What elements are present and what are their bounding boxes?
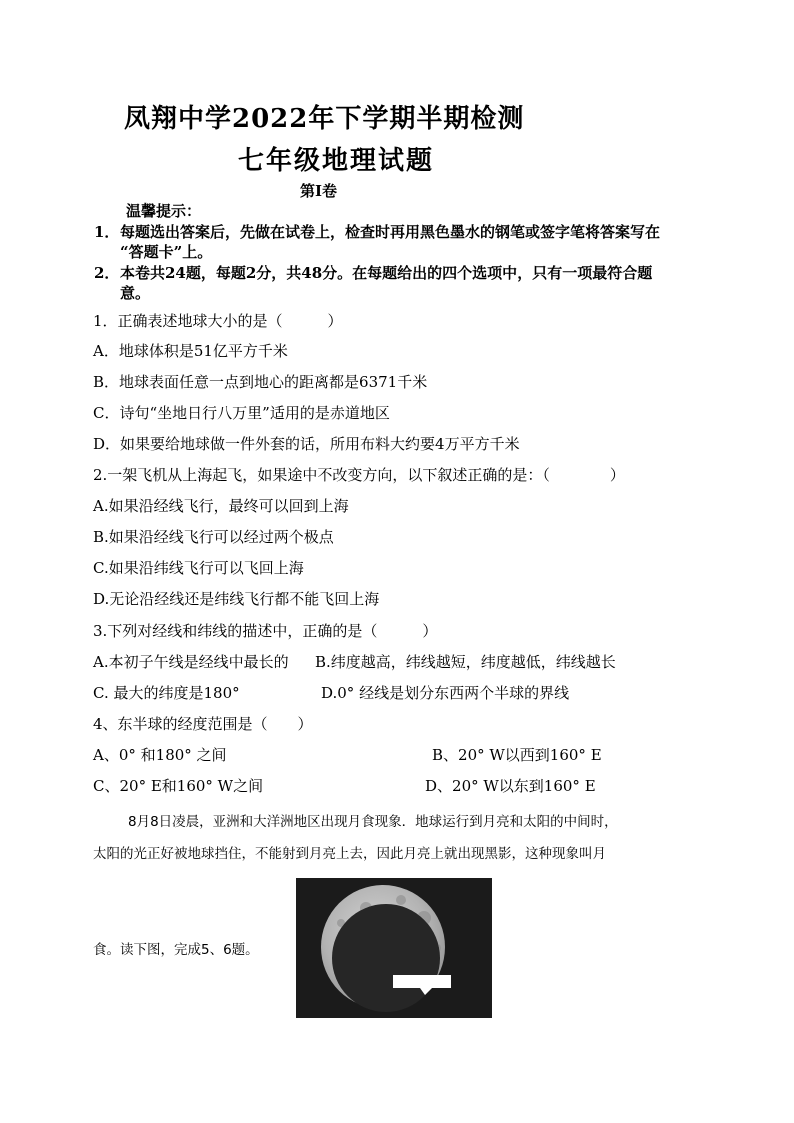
option-a: A、0° 和180° 之间 bbox=[93, 746, 227, 764]
notice-text: 本卷共24题，每题2分，共48分。在每题给出的四个选项中，只有一项最符合题 bbox=[120, 264, 653, 282]
option-c: C. 最大的纬度是180° bbox=[93, 684, 240, 702]
question-stem: 2.一架飞机从上海起飞，如果途中不改变方向，以下叙述正确的是：（ ） bbox=[93, 466, 625, 484]
volume-label: 第Ⅰ卷 bbox=[300, 182, 338, 200]
question-stem: 3.下列对经线和纬线的描述中，正确的是（ ） bbox=[93, 622, 438, 640]
notice-text-cont: “答题卡”上。 bbox=[120, 243, 213, 261]
option-b: B.如果沿经线飞行可以经过两个极点 bbox=[93, 528, 334, 546]
notice-number: 2． bbox=[94, 264, 120, 282]
tips-heading: 温馨提示： bbox=[126, 202, 202, 220]
option-b: B．地球表面任意一点到地心的距离都是6371千米 bbox=[93, 373, 428, 391]
passage-line-3: 食。读下图，完成5、6题。 bbox=[93, 942, 259, 958]
option-d: D．如果要给地球做一件外套的话，所用布料大约要4万平方千米 bbox=[93, 435, 520, 453]
option-c: C．诗句“坐地日行八万里”适用的是赤道地区 bbox=[93, 404, 390, 422]
option-a: A.如果沿经线飞行，最终可以回到上海 bbox=[93, 497, 349, 515]
moon-crescent-icon bbox=[296, 878, 492, 1018]
option-d: D.0° 经线是划分东西两个半球的界线 bbox=[321, 684, 570, 702]
question-stem: 1．正确表述地球大小的是（ ） bbox=[93, 312, 343, 330]
option-d: D、20° W以东到160° E bbox=[425, 777, 596, 795]
exam-title: 凤翔中学2022年下学期半期检测 bbox=[124, 104, 525, 134]
notice-text-cont: 意。 bbox=[120, 284, 151, 302]
option-b: B.纬度越高，纬线越短，纬度越低，纬线越长 bbox=[315, 653, 616, 671]
exam-subtitle: 七年级地理试题 bbox=[238, 146, 435, 176]
lunar-eclipse-photo bbox=[296, 878, 492, 1018]
option-c: C.如果沿纬线飞行可以飞回上海 bbox=[93, 559, 304, 577]
notice-number: 1． bbox=[94, 223, 120, 241]
passage-line-2: 太阳的光正好被地球挡住，不能射到月亮上去，因此月亮上就出现黑影，这种现象叫月 bbox=[93, 846, 606, 862]
notice-text: 每题选出答案后，先做在试卷上，检查时再用黑色墨水的钢笔或签字笔将答案写在 bbox=[120, 223, 661, 241]
option-a: A.本初子午线是经线中最长的 bbox=[93, 653, 289, 671]
passage-line-1: 8月8日凌晨，亚洲和大洋洲地区出现月食现象．地球运行到月亮和太阳的中间时， bbox=[128, 814, 618, 830]
option-a: A．地球体积是51亿平方千米 bbox=[93, 342, 288, 360]
option-d: D.无论沿经线还是纬线飞行都不能飞回上海 bbox=[93, 590, 380, 608]
question-stem: 4、东半球的经度范围是（ ） bbox=[93, 715, 313, 733]
option-c: C、20° E和160° W之间 bbox=[93, 777, 264, 795]
option-b: B、20° W以西到160° E bbox=[432, 746, 602, 764]
